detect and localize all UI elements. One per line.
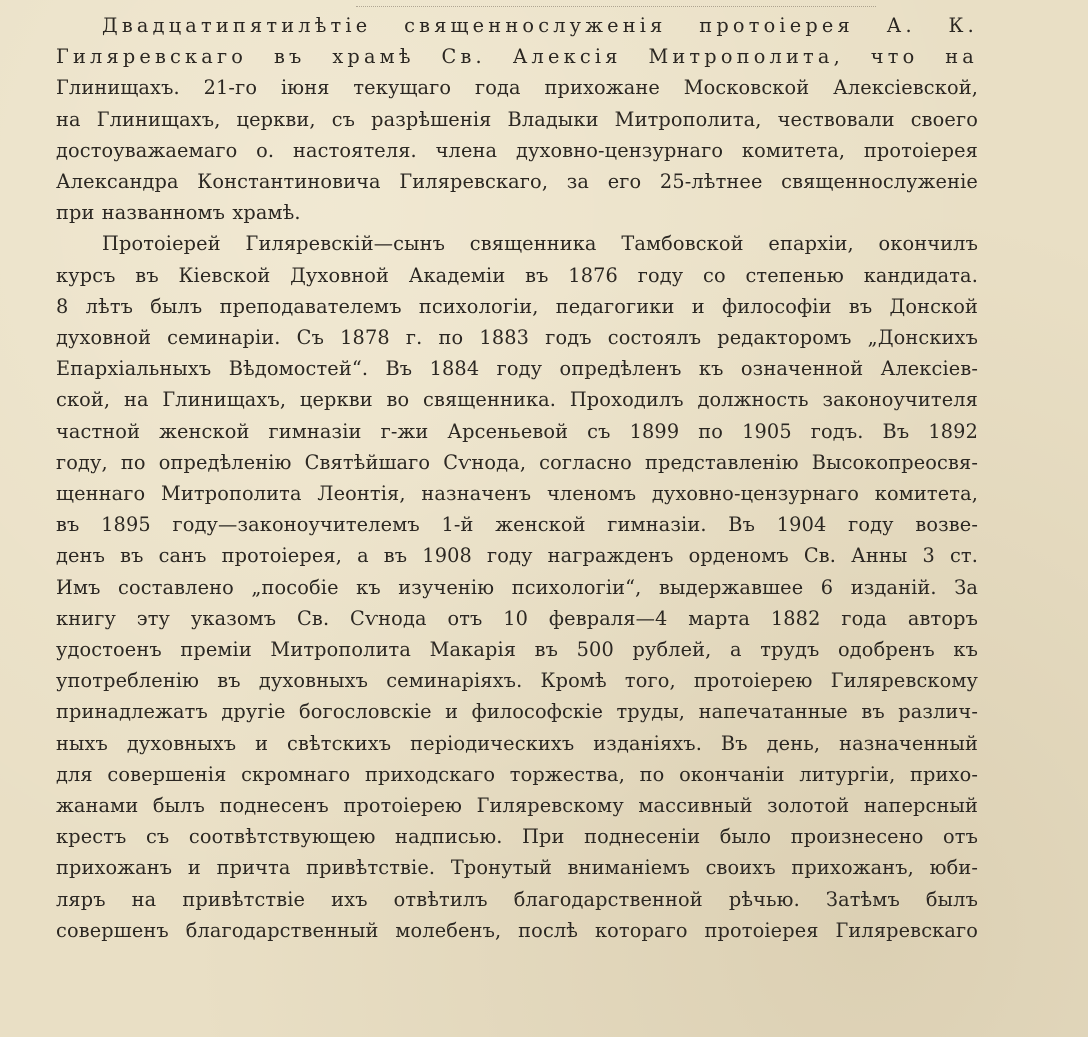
paragraph-2 [56,228,978,946]
text-line: щеннаго Митрополита Леонтія, назначенъ членомъ духовно-цензурнаго комитета, [56,482,978,506]
text-line: въ 1895 году—законоучителемъ 1-й женской гимназіи. Въ 1904 году возве- [56,513,978,537]
text-line: употребленію въ духовныхъ семинаріяхъ. Кромѣ того, протоіерею Гиляревскому [56,669,978,693]
text-line: для совершенія скромнаго приходскаго торжества, по окончаніи литургіи, прихо- [56,762,978,786]
text-line: Протоіерей Гиляревскій—сынъ священника Тамбовской епархіи, окончилъ [102,232,978,256]
text-line: духовной семинаріи. Съ 1878 г. по 1883 годъ состоялъ редакторомъ „Донскихъ [56,326,978,350]
text-line: Имъ составлено „пособіе къ изученію психологіи“, выдержавшее 6 изданій. За [56,575,978,599]
text-line: удостоенъ преміи Митрополита Макарія въ 500 рублей, а трудъ одобренъ къ [56,638,978,662]
cropped-previous-line [56,4,978,10]
text-line: совершенъ благодарственный молебенъ, послѣ котораго протоіерея Гиляревскаго [56,918,978,942]
text-line: ныхъ духовныхъ и свѣтскихъ періодическихъ изданіяхъ. Въ день, назначенный [56,731,978,755]
text-line: крестъ съ соотвѣтствующею надписью. При поднесеніи было произнесено отъ [56,825,978,849]
text-line: прихожанъ и причта привѣтствіе. Тронутый вниманіемъ своихъ прихожанъ, юби- [56,856,978,880]
text-line: Епархіальныхъ Вѣдомостей“. Въ 1884 году опредѣленъ къ означенной Алексіев- [56,357,978,381]
cropped-previous-line-marks [356,0,876,7]
paragraph-1 [56,10,978,228]
text-line: денъ въ санъ протоіерея, а въ 1908 году награжденъ орденомъ Св. Анны 3 ст. [56,544,978,568]
text-line: 8 лѣтъ былъ преподавателемъ психологіи, педагогики и философіи въ Донской [56,294,978,318]
text-line: частной женской гимназіи г-жи Арсеньевой съ 1899 по 1905 годъ. Въ 1892 [56,419,978,443]
text-line: на Глинищахъ, церкви, съ разрѣшенія Владыки Митрополита, чествовали своего [56,107,978,131]
text-line: жанами былъ поднесенъ протоіерею Гиляревскому массивный золотой наперсный [56,794,978,818]
text-line: Александра Константиновича Гиляревскаго, за его 25-лѣтнее священнослуженіе [56,170,978,194]
text-line: ской, на Глинищахъ, церкви во священника. Проходилъ должность законоучителя [56,388,978,412]
headline-line-1: Двадцатипятилѣтіе священнослуженія протоіерея А. К. [102,14,978,37]
text-line: достоуважаемаго о. настоятеля. члена духовно-цензурнаго комитета, протоіерея [56,138,978,162]
text-line: принадлежатъ другіе богословскіе и философскіе труды, напечатанные въ различ- [56,700,978,724]
headline-line-2: Гиляревскаго въ храмѣ Св. Алексія Митрополита, что на [56,45,978,69]
text-line: при названномъ храмѣ. [56,201,301,225]
text-line: ляръ на привѣтствіе ихъ отвѣтилъ благодарственной рѣчью. Затѣмъ былъ [56,887,978,911]
text-line: Глинищахъ. 21-го іюня текущаго года прихожане Московской Алексіевской, [56,76,978,100]
text-line: курсъ въ Кіевской Духовной Академіи въ 1876 году со степенью кандидата. [56,263,978,287]
text-line: году, по опредѣленію Святѣйшаго Сѵнода, согласно представленію Высокопреосвя- [56,450,978,474]
text-line: книгу эту указомъ Св. Сѵнода отъ 10 февраля—4 марта 1882 года авторъ [56,606,978,630]
